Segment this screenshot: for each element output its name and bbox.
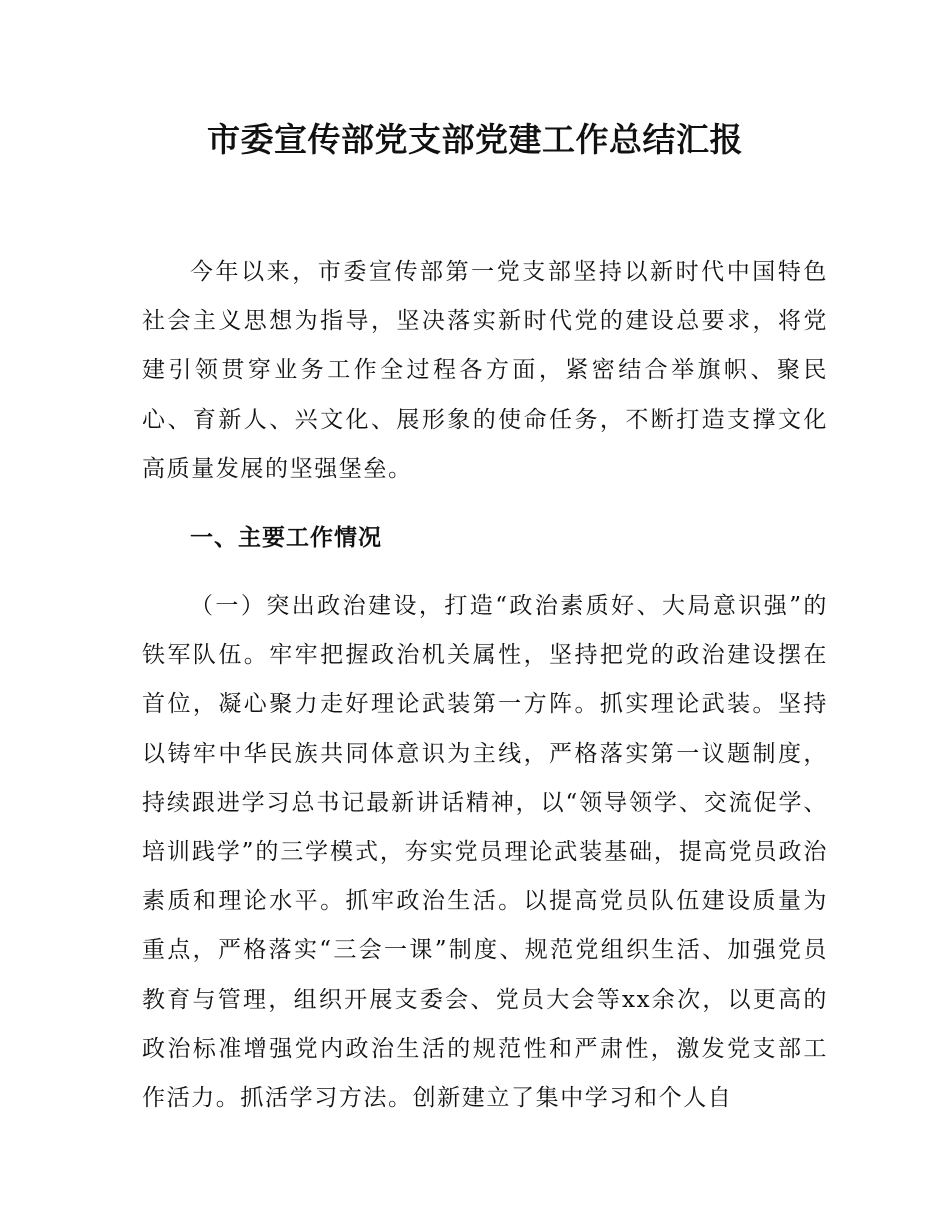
- section-heading: 一、主要工作情况: [190, 525, 382, 551]
- document-title: 市委宣传部党支部党建工作总结汇报: [207, 120, 743, 159]
- body-paragraph: （一）突出政治建设，打造“政治素质好、大局意识强”的铁军队伍。牢牢把握政治机关属性，坚持把党的政治建设摆在首位，凝心聚力走好理论武装第一方阵。抓实理论武装。坚持以铸牢中华民族共同体意识为主线，严格落实第一议题制度，持续跟进学习总书记最新讲话精神，以“领导领学、交流促学、培训践学”的三学模式，夯实党员理论武装基础，提高党员政治素质和理论水平。抓牢政治生活。以提高党员队伍建设质量为重点，严格落实“三会一课”制度、规范党组织生活、加强党员教育与管理，组织开展支委会、党员大会等xx余次，以更高的政治标准增强党内政治生活的规范性和严肃性，激发党支部工作活力。抓活学习方法。创新建立了集中学习和个人自: [142, 593, 828, 1112]
- intro-paragraph: 今年以来，市委宣传部第一党支部坚持以新时代中国特色社会主义思想为指导，坚决落实新时代党的建设总要求，将党建引领贯穿业务工作全过程各方面，紧密结合举旗帜、聚民心、育新人、兴文化、展形象的使命任务，不断打造支撑文化高质量发展的坚强堡垒。: [142, 259, 828, 482]
